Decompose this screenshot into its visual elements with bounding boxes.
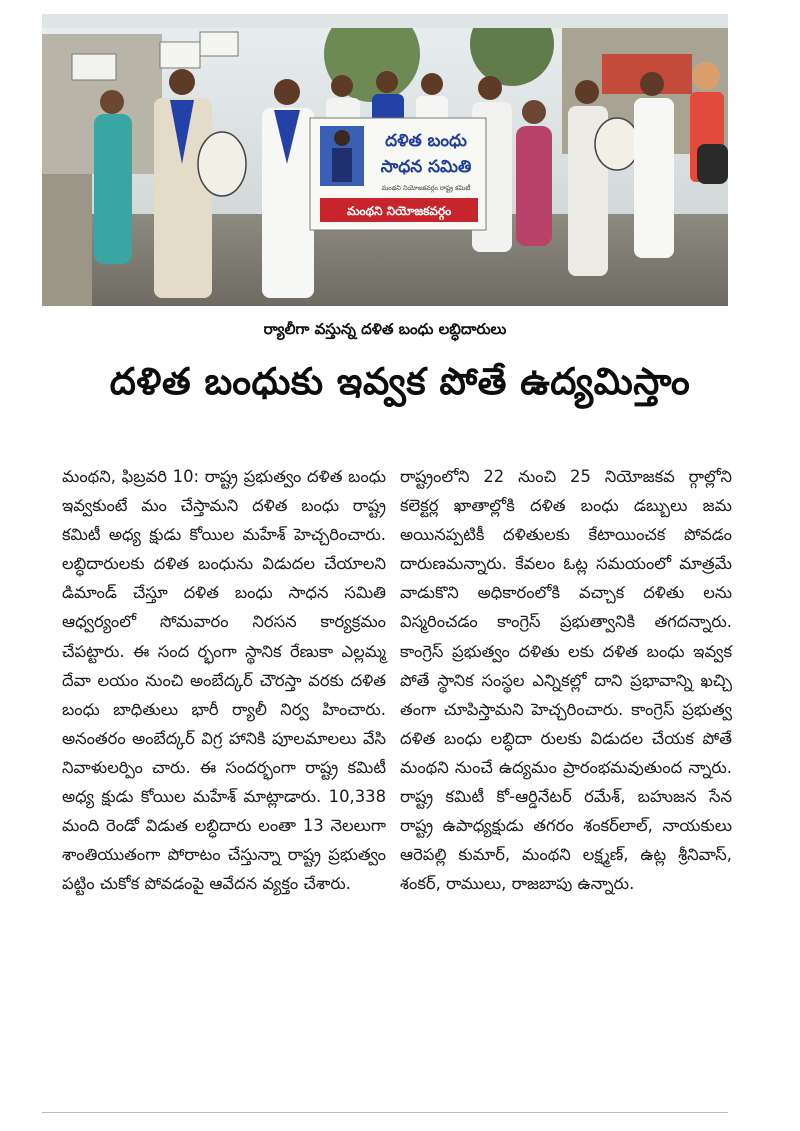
banner-title-line2: సాధన సమితి <box>380 157 472 177</box>
article-body-right: రాష్ట్రంలోని 22 నుంచి 25 నియోజకవ ర్గాల్లోని కలెక్టర్ల ఖాతాల్లోకి దళిత బంధు డబ్బులు జమ అయినప్పటికీ దళితులకు కేటాయించక పోవడం దారుణమన్నారు. కేవలం ఓట్ల సమయంలో మాత్రమే వాడుకొని అధికారంలోకి వచ్చాక దళితు లను విస్మరించడం కాంగ్రెస్ ప్రభుత్వానికి తగదన్నారు. కాంగ్రెస్ ప్రభుత్వం దళితు లకు దళిత బంధు ఇవ్వక పోతే స్థానిక సంస్థల ఎన్నికల్లో దాని ప్రభావాన్ని ఖచ్చి తంగా చూపిస్తామని హెచ్చరించారు. కాంగ్రెస్ ప్రభుత్వ దళిత బంధు లబ్ధిదా రులకు విడుదల చేయక పోతే మంథని నుంచే ఉద్యమం ప్రారంభమవుతుంద న్నారు. రాష్ట్ర కమిటీ కో-ఆర్డినేటర్ రమేశ్, బహుజన సేన రాష్ట్ర ఉపాధ్యక్షుడు తగరం శంకర్‌లాల్, నాయకులు ఆరెపల్లి కుమార్, మంథని లక్ష్మణ్, ఉట్ల శ్రీనివాస్, శంకర్, రాములు, రాజబాపు ఉన్నారు. <box>400 467 732 894</box>
rally-photo <box>42 14 728 306</box>
rally-photo-illustration <box>42 14 728 306</box>
rally-banner <box>310 118 486 230</box>
article-body-left: మంథని, ఫిబ్రవరి 10: రాష్ట్ర ప్రభుత్వం దళిత బంధు ఇవ్వకుంటే మం చేస్తామని దళిత బంధు రాష్ట్ర కమిటీ అధ్య క్షుడు కోయిల మహేశ్ హెచ్చరించారు. లబ్ధిదారులకు దళిత బంధును విడుదల చేయాలని డిమాండ్ చేస్తూ దళిత బంధు సాధన సమితి ఆధ్వర్యంలో సోమవారం నిరసన కార్యక్రమం చేపట్టారు. ఈ సంద ర్భంగా స్థానిక రేణుకా ఎల్లమ్మ దేవా లయం నుంచి అంబేద్కర్ చౌరస్తా వరకు దళిత బంధు బాధితులు భారీ ర్యాలీ నిర్వ హించారు. అనంతరం అంబేద్కర్ విగ్ర హానికి పూలమాలలు వేసి నివాళులర్పిం చారు. ఈ సందర్భంగా రాష్ట్ర కమిటీ అధ్య క్షుడు కోయిల మహేశ్ మాట్లాడారు. 10,338 మంది రెండో విడుత లబ్ధిదారు లంతా 13 నెలలుగా శాంతియుతంగా పోరాటం చేస్తున్నా రాష్ట్ర ప్రభుత్వం పట్టిం చుకోక పోవడంపై ఆవేదన వ్యక్తం చేశారు. <box>62 467 386 894</box>
banner-bottom-text: మంథని నియోజకవర్గం <box>346 204 452 218</box>
photo-caption: ర్యాలీగా వస్తున్న దళిత బంధు లబ్ధిదారులు <box>263 320 507 338</box>
banner-title-line1: దళిత బంధు <box>385 131 467 151</box>
article-column-right <box>400 462 732 898</box>
banner-small-text: మంథని నియోజకవర్గం రాష్ట్ర కమిటీ <box>381 184 471 192</box>
bottom-divider <box>42 1112 728 1113</box>
article-headline: దళిత బంధుకు ఇవ్వక పోతే ఉద్యమిస్తాం <box>109 360 691 403</box>
article-column-left <box>62 462 386 898</box>
